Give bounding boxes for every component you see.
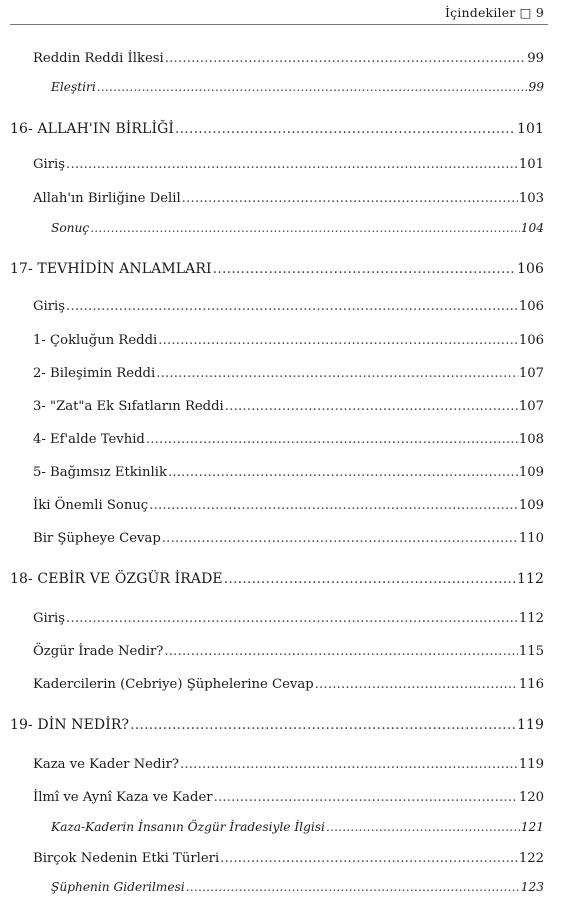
toc-entry-page: 99 xyxy=(528,80,544,94)
toc-leader-dots xyxy=(225,400,518,413)
toc-entry-title: Giriş xyxy=(33,299,66,314)
toc-leader-dots xyxy=(146,433,518,446)
toc-entry-title: Şüphenin Giderilmesi xyxy=(51,880,185,894)
toc-entry-page: 106 xyxy=(518,333,544,348)
toc-leader-dots xyxy=(186,881,520,893)
toc-entry-page: 112 xyxy=(518,611,544,626)
toc-leader-dots xyxy=(90,222,520,234)
toc-entry-title: 4- Ef'alde Tevhid xyxy=(33,432,145,447)
toc-entry-page: 109 xyxy=(518,498,544,513)
toc-chapter-page: 101 xyxy=(516,121,544,137)
toc-leader-dots xyxy=(180,758,518,771)
running-header: İçindekiler □ 9 xyxy=(444,5,544,20)
toc-entry-title: Kaza-Kaderin İnsanın Özgür İradesiyle İlgisi xyxy=(51,820,325,834)
toc-entry-title: Allah'ın Birliğine Delil xyxy=(33,191,181,206)
toc-entry[interactable] xyxy=(33,52,544,65)
toc-entry[interactable] xyxy=(33,678,544,691)
toc-entry[interactable] xyxy=(51,881,544,893)
toc-entry[interactable] xyxy=(51,821,544,833)
toc-entry-page: 107 xyxy=(518,366,544,381)
toc-leader-dots xyxy=(164,645,517,658)
toc-entry[interactable] xyxy=(33,192,544,205)
toc-leader-dots xyxy=(182,192,518,205)
toc-entry-page: 107 xyxy=(518,399,544,414)
toc-entry[interactable] xyxy=(33,612,544,625)
toc-entry-title: İki Önemli Sonuç xyxy=(33,498,149,513)
toc-chapter-title: 19- DİN NEDİR? xyxy=(10,717,130,733)
toc-leader-dots xyxy=(220,852,518,865)
toc-entry[interactable] xyxy=(33,400,544,413)
toc-entry[interactable] xyxy=(33,499,544,512)
toc-entry-page: 108 xyxy=(518,432,544,447)
toc-entry-page: 99 xyxy=(527,51,544,66)
toc-entry-title: Kaza ve Kader Nedir? xyxy=(33,757,179,772)
toc-entry-page: 103 xyxy=(518,191,544,206)
toc-entry[interactable] xyxy=(33,852,544,865)
toc-entry-title: İlmî ve Aynî Kaza ve Kader xyxy=(33,790,213,805)
toc-chapter[interactable] xyxy=(10,122,544,136)
toc-entry-page: 101 xyxy=(518,157,544,172)
toc-chapter-page: 112 xyxy=(516,571,544,587)
toc-entry[interactable] xyxy=(33,532,544,545)
toc-chapter-title: 18- CEBİR VE ÖZGÜR İRADE xyxy=(10,571,223,587)
toc-leader-dots xyxy=(175,122,516,136)
toc-entry-page: 110 xyxy=(518,531,544,546)
toc-entry[interactable] xyxy=(33,645,544,658)
toc-leader-dots xyxy=(315,678,518,691)
toc-leader-dots xyxy=(224,572,516,586)
toc-entry-title: Giriş xyxy=(33,157,66,172)
toc-entry-page: 122 xyxy=(518,851,544,866)
toc-leader-dots xyxy=(158,334,518,347)
toc-leader-dots xyxy=(326,821,520,833)
toc-leader-dots xyxy=(66,158,518,171)
toc-entry-title: Kadercilerin (Cebriye) Şüphelerine Cevap xyxy=(33,677,314,692)
toc-entry-page: 109 xyxy=(518,465,544,480)
toc-entry-title: Özgür İrade Nedir? xyxy=(33,644,164,659)
toc-entry-page: 104 xyxy=(520,221,544,235)
toc-entry-title: Giriş xyxy=(33,611,66,626)
toc-leader-dots xyxy=(213,262,516,276)
toc-entry-title: Reddin Reddi İlkesi xyxy=(33,51,164,66)
toc-chapter-title: 16- ALLAH'IN BİRLİĞİ xyxy=(10,121,174,137)
toc-leader-dots xyxy=(162,532,518,545)
toc-entry-page: 119 xyxy=(518,757,544,772)
toc-entry[interactable] xyxy=(33,367,544,380)
toc-entry[interactable] xyxy=(33,158,544,171)
toc-leader-dots xyxy=(66,612,518,625)
toc-chapter[interactable] xyxy=(10,718,544,732)
toc-entry-page: 120 xyxy=(518,790,544,805)
toc-leader-dots xyxy=(156,367,518,380)
toc-entry[interactable] xyxy=(51,81,544,93)
toc-entry-page: 106 xyxy=(518,299,544,314)
toc-leader-dots xyxy=(130,718,516,732)
toc-entry-title: 3- "Zat"a Ek Sıfatların Reddi xyxy=(33,399,224,414)
toc-leader-dots xyxy=(168,466,518,479)
toc-leader-dots xyxy=(66,300,518,313)
toc-entry[interactable] xyxy=(33,791,544,804)
toc-entry[interactable] xyxy=(33,334,544,347)
page-header xyxy=(0,0,562,26)
toc-entry[interactable] xyxy=(33,433,544,446)
toc-entry[interactable] xyxy=(33,300,544,313)
toc-leader-dots xyxy=(165,52,526,65)
toc-leader-dots xyxy=(214,791,518,804)
toc-chapter-title: 17- TEVHİDİN ANLAMLARI xyxy=(10,261,212,277)
toc-entry-title: Sonuç xyxy=(51,221,90,235)
toc-entry-title: Eleştiri xyxy=(51,80,96,94)
toc-chapter-page: 119 xyxy=(516,717,544,733)
toc-entry-title: Bir Şüpheye Cevap xyxy=(33,531,161,546)
toc-chapter[interactable] xyxy=(10,572,544,586)
toc-chapter[interactable] xyxy=(10,262,544,276)
toc-entry[interactable] xyxy=(33,758,544,771)
toc-entry[interactable] xyxy=(33,466,544,479)
toc-entry-title: Birçok Nedenin Etki Türleri xyxy=(33,851,220,866)
toc-entry-page: 116 xyxy=(518,677,544,692)
toc-leader-dots xyxy=(149,499,518,512)
toc-leader-dots xyxy=(97,81,528,93)
toc-chapter-page: 106 xyxy=(516,261,544,277)
toc-entry-page: 123 xyxy=(520,880,544,894)
toc-entry-page: 115 xyxy=(518,644,544,659)
toc-entry-page: 121 xyxy=(520,820,544,834)
toc-entry[interactable] xyxy=(51,222,544,234)
toc-entry-title: 5- Bağımsız Etkinlik xyxy=(33,465,167,480)
toc-entry-title: 2- Bileşimin Reddi xyxy=(33,366,156,381)
toc-entry-title: 1- Çokluğun Reddi xyxy=(33,333,158,348)
header-rule xyxy=(10,24,548,25)
